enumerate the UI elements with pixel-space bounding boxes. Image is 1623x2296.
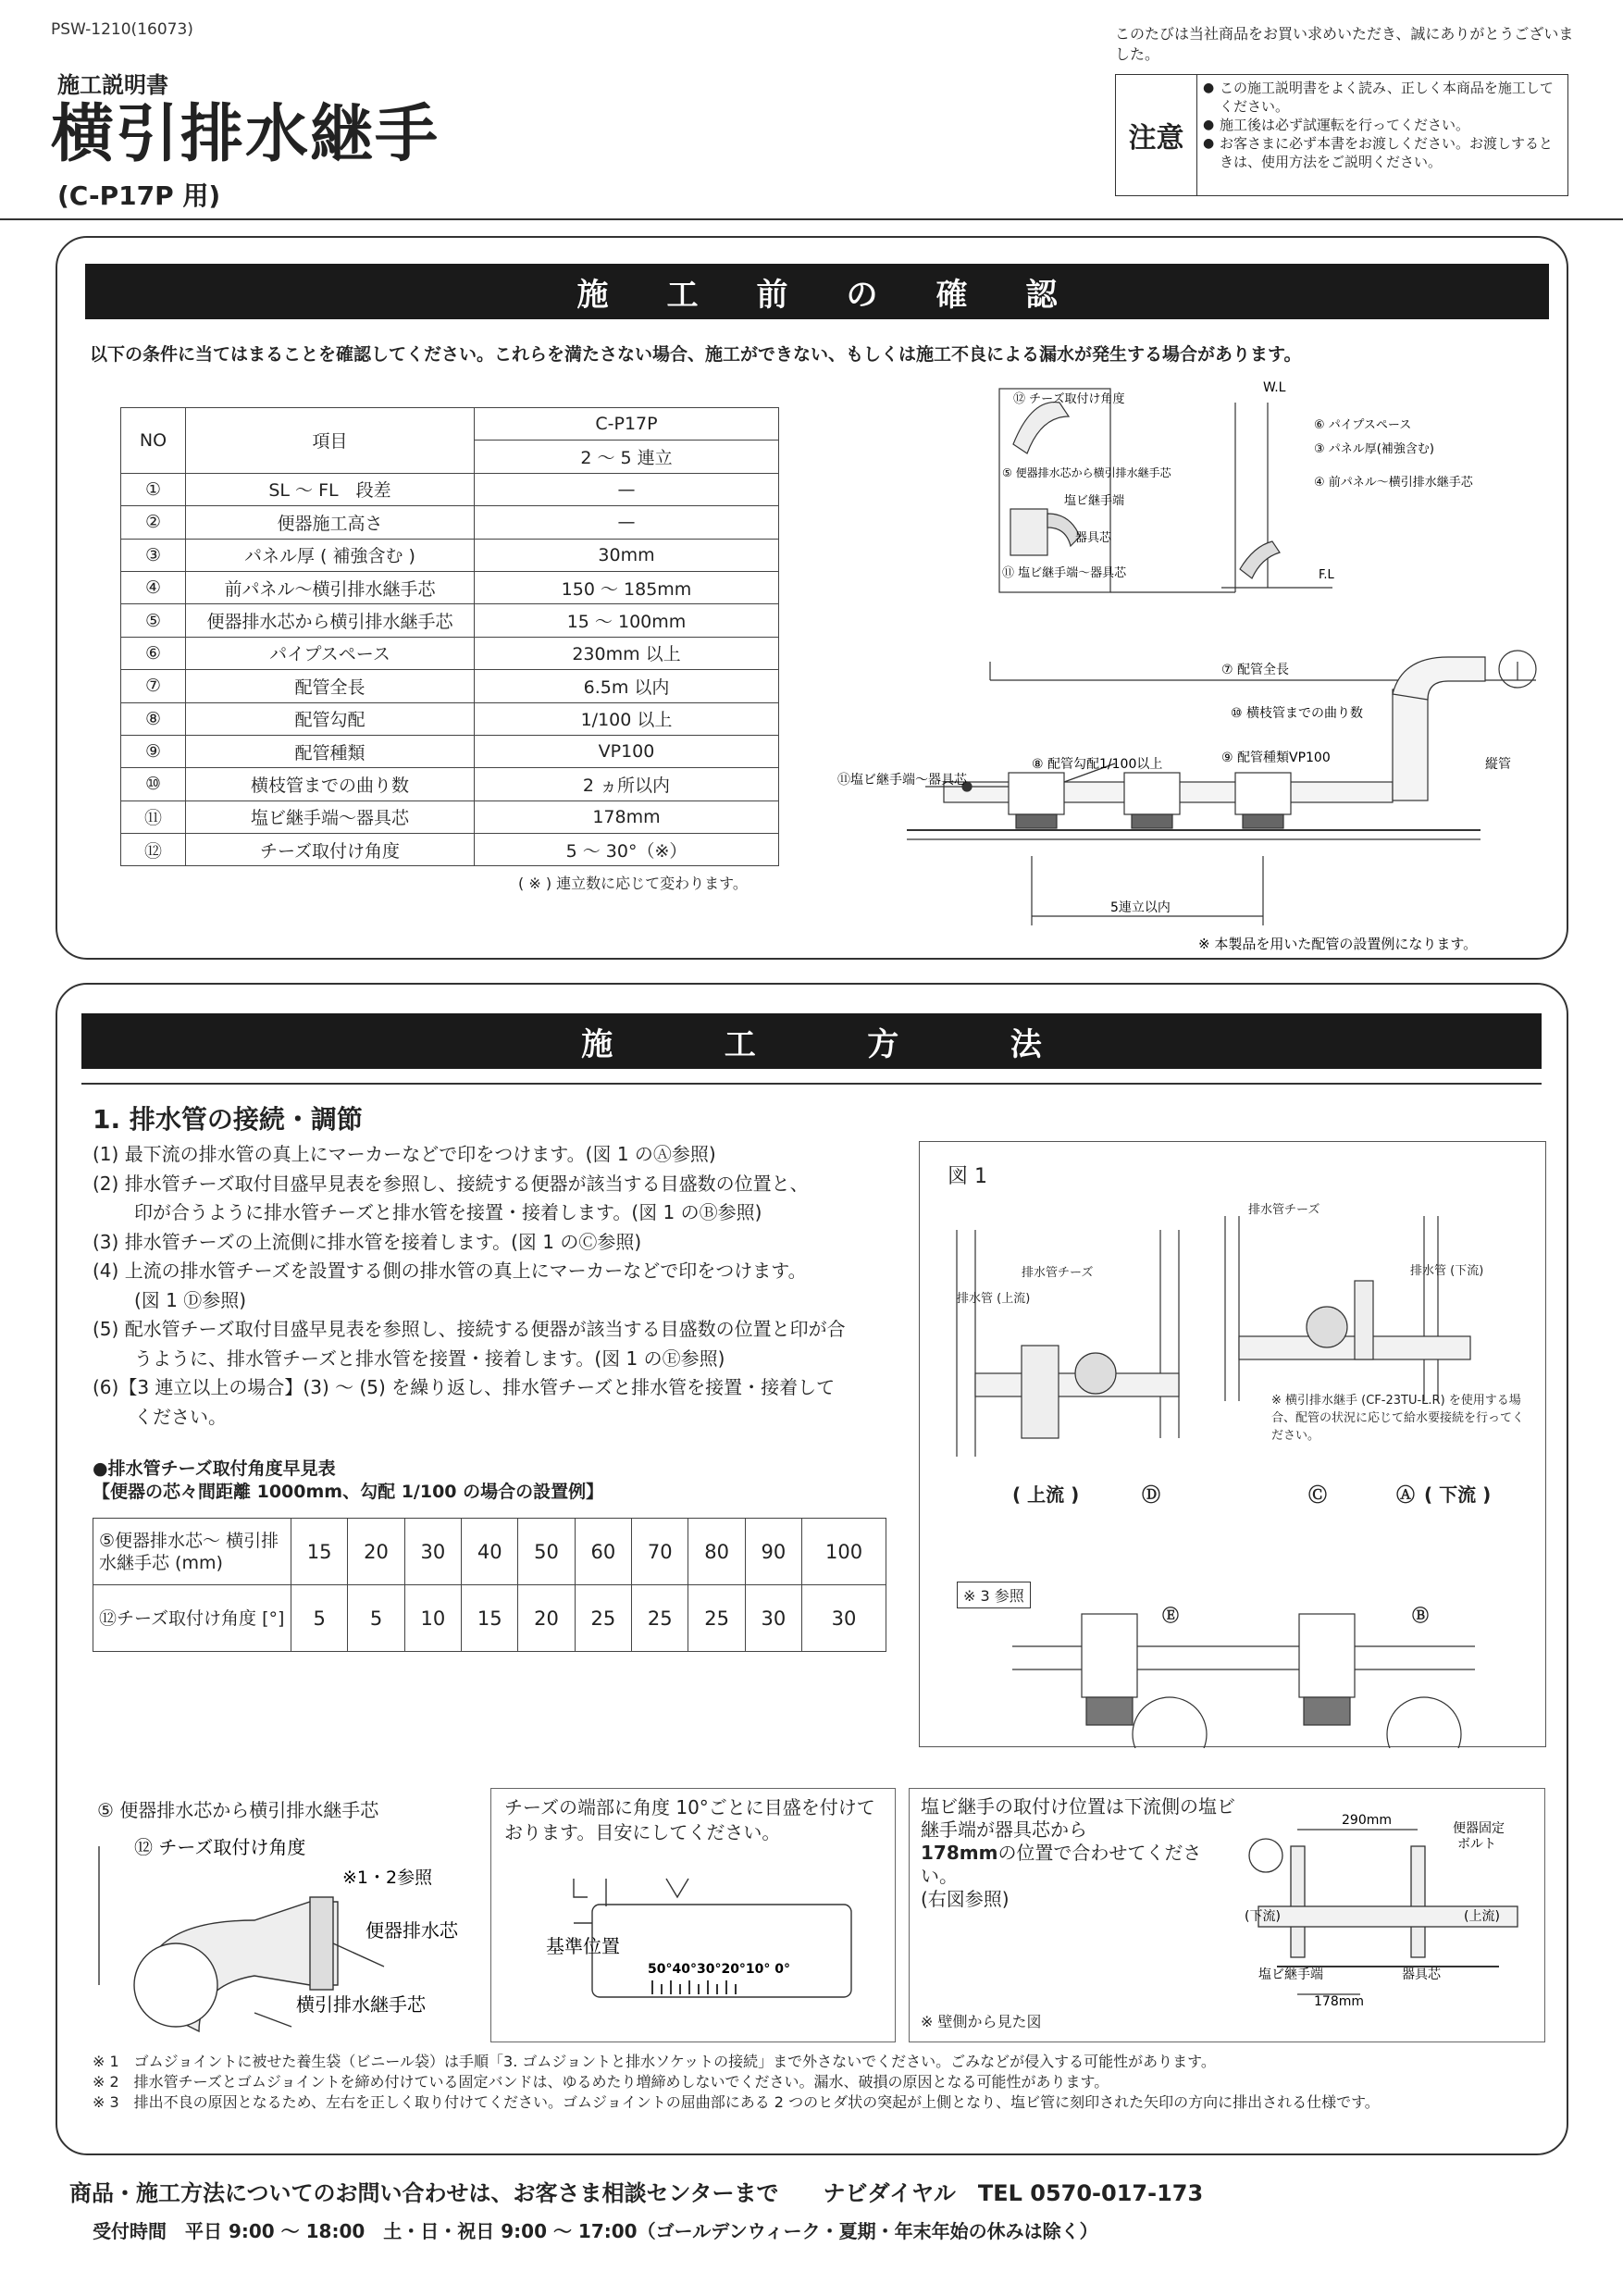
figure-label: 排水管 (下流) [1410, 1264, 1484, 1278]
spec-row [121, 604, 779, 637]
step-line: 印が合うように排水管チーズと排水管を接置・接着します。(図 1 のⒷ参照) [134, 1201, 762, 1223]
step-line: (6)【3 連立以上の場合】(3) ～ (5) を繰り返し、排水管チーズと排水管を接置・接着して [93, 1376, 836, 1398]
figure-label: 排水管チーズ [1248, 1203, 1320, 1217]
diagram-label: ⑨ 配管種類VP100 [1221, 751, 1331, 765]
enbi-label: 塩ビ継手端 [1258, 1967, 1323, 1982]
spec-row [121, 735, 779, 767]
heading-char: 認 [1025, 276, 1058, 314]
caution-label: 注意 [1116, 75, 1197, 195]
caution-box [1115, 74, 1568, 196]
quick-cell: 15 [291, 1519, 348, 1585]
heading-char: 施 [581, 1025, 613, 1063]
inset-cheese [1013, 403, 1069, 453]
step-line: (図 1 Ⓓ参照) [134, 1288, 247, 1311]
spec-cell-item: 塩ビ継手端～器具芯 [186, 800, 475, 833]
marker-b: Ⓑ [1412, 1607, 1429, 1626]
box1-label: 横引排水継手芯 [296, 1993, 426, 2016]
spec-cell-no: ⑫ [121, 834, 186, 866]
dim-label: 178mm [1314, 1994, 1364, 2008]
quick-cell: 5 [348, 1585, 404, 1652]
position-value: 178mm [921, 1842, 998, 1864]
spec-cell-value: 150 ～ 185mm [475, 571, 779, 603]
quick-cell: 90 [745, 1519, 801, 1585]
diagram-label: ⑫ チーズ取付け角度 [1013, 392, 1125, 406]
document-type: 施工説明書 [57, 72, 168, 98]
spec-row [121, 637, 779, 669]
quick-cell: 10 [404, 1585, 461, 1652]
diagram-label: ④ 前パネル～横引排水継手芯 [1314, 476, 1473, 490]
quick-cell: 20 [518, 1585, 575, 1652]
header-divider [0, 218, 1623, 220]
step-line: ください。 [134, 1405, 227, 1428]
note-item: ※ 1 ゴムジョイントに被せた養生袋（ビニール袋）は手順「3. ゴムジョントと排水ソケットの接続」まで外さないでください。ごみなどが侵入する可能性があります。 [93, 2053, 1216, 2070]
diagram-label: ⑤ 便器排水芯から横引排水継手芯 [1002, 466, 1171, 479]
spec-cell-item: 配管全長 [186, 670, 475, 702]
spec-cell-value: — [475, 506, 779, 539]
heading-char: 工 [724, 1025, 756, 1063]
downstream-label: ( 下流 ) [1424, 1483, 1492, 1506]
col-header-sub: 2 ～ 5 連立 [475, 441, 779, 473]
caution-item: ● お客さまに必ず本書をお渡しください。お渡しするときは、使用方法をご説明ください。 [1203, 134, 1562, 171]
spec-table [120, 407, 779, 866]
quick-cell: 5 [291, 1585, 348, 1652]
spec-cell-value: 6.5m 以内 [475, 670, 779, 702]
spec-cell-item: 便器施工高さ [186, 506, 475, 539]
heading-char: 方 [867, 1025, 899, 1063]
marker-c: Ⓒ [1308, 1483, 1327, 1506]
diagram-label: ⑥ パイプスペース [1314, 418, 1412, 432]
quick-row-label: ⑫チーズ取付け角度 [°] [93, 1585, 291, 1652]
diagram-label: 縦管 [1485, 757, 1511, 772]
note-item: ※ 3 排出不良の原因となるため、左右を正しく取り付けてください。ゴムジョイントの屈曲部にある 2 つのヒダ状の突起が上側となり、塩ビ管に刻印された矢印の方向に排出される仕様です。 [93, 2093, 1380, 2111]
quick-cell: 25 [575, 1585, 631, 1652]
heading-char: 工 [666, 276, 699, 314]
diagram-label: F.L [1319, 568, 1334, 582]
scale-box-text: チーズの端部に角度 10°ごとに目盛を付けております。目安にしてください。 [504, 1796, 875, 1843]
spec-cell-no: ⑧ [121, 702, 186, 735]
step-line: うように、排水管チーズと排水管を接置・接着します。(図 1 のⒺ参照) [134, 1347, 725, 1370]
spec-cell-item: 前パネル～横引排水継手芯 [186, 571, 475, 603]
diagram-label: ⑪ 塩ビ継手端～器具芯 [1002, 566, 1127, 580]
box1-label: 便器排水芯 [365, 1919, 458, 1942]
marker-a: Ⓐ [1396, 1483, 1415, 1506]
spec-cell-item: SL ～ FL 段差 [186, 473, 475, 505]
heading-char: の [846, 276, 878, 314]
scale-diagram [518, 1869, 870, 2008]
spec-cell-item: パネル厚 ( 補強含む ) [186, 539, 475, 571]
spec-cell-value: 230mm 以上 [475, 637, 779, 669]
upstream-label: ( 上流 ) [1012, 1483, 1080, 1506]
quick-title-line: ●排水管チーズ取付角度早見表 [93, 1458, 336, 1479]
bolt-label: 便器固定 [1453, 1821, 1505, 1836]
quick-cell: 30 [802, 1585, 886, 1652]
quick-cell: 30 [745, 1585, 801, 1652]
quick-cell: 20 [348, 1519, 404, 1585]
spec-row [121, 834, 779, 866]
dim-label: 290mm [1342, 1813, 1392, 1828]
scale-label: 基準位置 [546, 1935, 620, 1957]
spec-cell-no: ② [121, 506, 186, 539]
caution-item: ● 施工後は必ず試運転を行ってください。 [1203, 116, 1562, 134]
col-header-item: 項目 [186, 408, 475, 474]
position-text: 塩ビ継手の取付け位置は下流側の塩ビ継手端が器具芯から [921, 1795, 1235, 1841]
spec-cell-no: ⑤ [121, 604, 186, 637]
spec-cell-item: パイプスペース [186, 637, 475, 669]
quick-cell: 100 [802, 1519, 886, 1585]
position-box-text [921, 1795, 1235, 1911]
figure-title: 図 1 [948, 1165, 987, 1188]
diagram-note: ※ 本製品を用いた配管の設置例になります。 [1198, 936, 1478, 952]
quick-cell: 25 [632, 1585, 688, 1652]
position-diagram [1240, 1809, 1541, 2008]
figure-label: 排水管チーズ [1022, 1266, 1094, 1280]
spec-cell-value: 15 ～ 100mm [475, 604, 779, 637]
quick-cell: 80 [688, 1519, 745, 1585]
section-rule [81, 1083, 1542, 1085]
quick-table-title [93, 1458, 603, 1504]
position-text: の位置で合わせてください。 [921, 1842, 1202, 1887]
note-item: ※ 2 排水管チーズとゴムジョイントを締め付けている固定バンドは、ゆるめたり増締めしないでください。漏水、破損の原因となる可能性があります。 [93, 2073, 1109, 2091]
quick-angle-table [93, 1518, 886, 1652]
quick-title-line: 【便器の芯々間距離 1000mm、勾配 1/100 の場合の設置例】 [93, 1482, 604, 1502]
heading-char: 法 [1010, 1025, 1042, 1063]
figure-label: 排水管 (上流) [957, 1292, 1031, 1306]
scale-marks: 50°40°30°20°10° 0° [648, 1962, 791, 1977]
spec-cell-no: ③ [121, 539, 186, 571]
diagram-label: ⑧ 配管勾配1/100以上 [1032, 757, 1163, 772]
marker-d: Ⓓ [1142, 1483, 1160, 1506]
spec-cell-no: ④ [121, 571, 186, 603]
figure-1 [919, 1141, 1546, 1747]
sub-section-title: 1. 排水管の接続・調節 [93, 1104, 363, 1135]
spec-row [121, 571, 779, 603]
spec-cell-no: ⑩ [121, 768, 186, 800]
quick-cell: 70 [632, 1519, 688, 1585]
step-list [93, 1140, 898, 1432]
spec-cell-item: チーズ取付け角度 [186, 834, 475, 866]
col-header-model: C-P17P [475, 408, 779, 441]
quick-cell: 50 [518, 1519, 575, 1585]
caution-list [1197, 75, 1567, 195]
position-text: (右図参照) [921, 1888, 1010, 1910]
quick-cell: 40 [462, 1519, 518, 1585]
bolt-label: ボルト [1457, 1837, 1496, 1852]
document-code: PSW-1210(16073) [51, 20, 193, 39]
spec-cell-no: ⑨ [121, 735, 186, 767]
up-label: (上流) [1464, 1909, 1500, 1924]
step-line: (2) 排水管チーズ取付目盛早見表を参照し、接続する便器が該当する目盛数の位置と、 [93, 1172, 809, 1195]
spec-cell-value: 178mm [475, 800, 779, 833]
piping-diagram [833, 375, 1555, 958]
marker-e: Ⓔ [1162, 1607, 1179, 1626]
spec-row [121, 539, 779, 571]
heading-char: 確 [935, 276, 968, 314]
spec-row [121, 670, 779, 702]
kigu-label: 器具芯 [1402, 1967, 1441, 1982]
quick-cell: 15 [462, 1585, 518, 1652]
diagram-label: 塩ビ継手端 [1064, 494, 1125, 508]
diagram-label: ⑩ 横枝管までの曲り数 [1231, 706, 1364, 721]
method-heading [81, 1013, 1542, 1069]
spec-row [121, 800, 779, 833]
spec-cell-value: 5 ～ 30°（※） [475, 834, 779, 866]
quick-cell: 60 [575, 1519, 631, 1585]
ref-note: ※ 3 参照 [957, 1582, 1031, 1608]
model-label: (C-P17P 用) [57, 180, 221, 211]
pre-check-heading [85, 264, 1549, 319]
spec-cell-value: — [475, 473, 779, 505]
box1-diagram [88, 1828, 477, 2041]
contact-info: 商品・施工方法についてのお問い合わせは、お客さま相談センターまで ナビダイヤル TEL 0570-017-173 [69, 2180, 1204, 2206]
spec-cell-no: ⑦ [121, 670, 186, 702]
service-hours: 受付時間 平日 9:00 ～ 18:00 土・日・祝日 9:00 ～ 17:00（ゴールデンウィーク・夏期・年末年始の休みは除く） [93, 2220, 1098, 2242]
box1-label: ⑫ チーズ取付け角度 [134, 1836, 306, 1858]
spec-cell-value: VP100 [475, 735, 779, 767]
box1-title: ⑤ 便器排水芯から横引排水継手芯 [97, 1799, 379, 1821]
diagram-label: W.L [1263, 380, 1286, 395]
spec-table-note: ( ※ ) 連立数に応じて変わります。 [518, 875, 748, 892]
diagram-label: 5連立以内 [1110, 900, 1171, 915]
page-title: 横引排水継手 [51, 98, 440, 171]
spec-cell-item: 横枝管までの曲り数 [186, 768, 475, 800]
col-header-no: NO [121, 408, 186, 474]
spec-cell-item: 配管勾配 [186, 702, 475, 735]
spec-cell-item: 便器排水芯から横引排水継手芯 [186, 604, 475, 637]
step-line: (4) 上流の排水管チーズを設置する側の排水管の真上にマーカーなどで印をつけます。 [93, 1260, 807, 1282]
quick-row-label: ⑤便器排水芯～ 横引排水継手芯 (mm) [93, 1519, 291, 1585]
heading-char: 施 [576, 276, 609, 314]
diagram-label: ⑪塩ビ継手端～器具芯 [837, 773, 967, 788]
diagram-label: ⑦ 配管全長 [1221, 663, 1290, 677]
down-label: (下流) [1245, 1909, 1281, 1924]
spec-row [121, 702, 779, 735]
spec-row [121, 768, 779, 800]
spec-cell-no: ⑪ [121, 800, 186, 833]
box1-ref: ※1・2参照 [342, 1868, 433, 1888]
spec-cell-no: ⑥ [121, 637, 186, 669]
step-line: (5) 配水管チーズ取付目盛早見表を参照し、接続する便器が該当する目盛数の位置と印が合 [93, 1318, 846, 1340]
caution-item: ● この施工説明書をよく読み、正しく本商品を施工してください。 [1203, 79, 1562, 116]
pre-check-intro: 以下の条件に当てはまることを確認してください。これらを満たさない場合、施工ができない、もしくは施工不良による漏水が発生する場合があります。 [90, 344, 1302, 365]
spec-cell-no: ① [121, 473, 186, 505]
heading-char: 前 [756, 276, 788, 314]
notes [93, 2052, 1573, 2113]
step-line: (1) 最下流の排水管の真上にマーカーなどで印をつけます。(図 1 のⒶ参照) [93, 1143, 716, 1165]
spec-row [121, 506, 779, 539]
step-line: (3) 排水管チーズの上流側に排水管を接着します。(図 1 のⒸ参照) [93, 1230, 642, 1253]
spec-cell-value: 30mm [475, 539, 779, 571]
spec-row [121, 473, 779, 505]
figure-side-note: ※ 横引排水継手 (CF-23TU-L.R) を使用する場合、配管の状況に応じて給水要接続を行ってください。 [1271, 1394, 1525, 1443]
spec-cell-value: 2 ヵ所以内 [475, 768, 779, 800]
position-footer: ※ 壁側から見た図 [921, 2013, 1042, 2030]
diagram-label: 器具芯 [1075, 531, 1112, 545]
spec-cell-item: 配管種類 [186, 735, 475, 767]
thanks-message: このたびは当社商品をお買い求めいただき、誠にありがとうございました。 [1115, 25, 1574, 63]
quick-cell: 25 [688, 1585, 745, 1652]
quick-cell: 30 [404, 1519, 461, 1585]
spec-cell-value: 1/100 以上 [475, 702, 779, 735]
diagram-label: ③ パネル厚(補強含む) [1314, 442, 1434, 456]
